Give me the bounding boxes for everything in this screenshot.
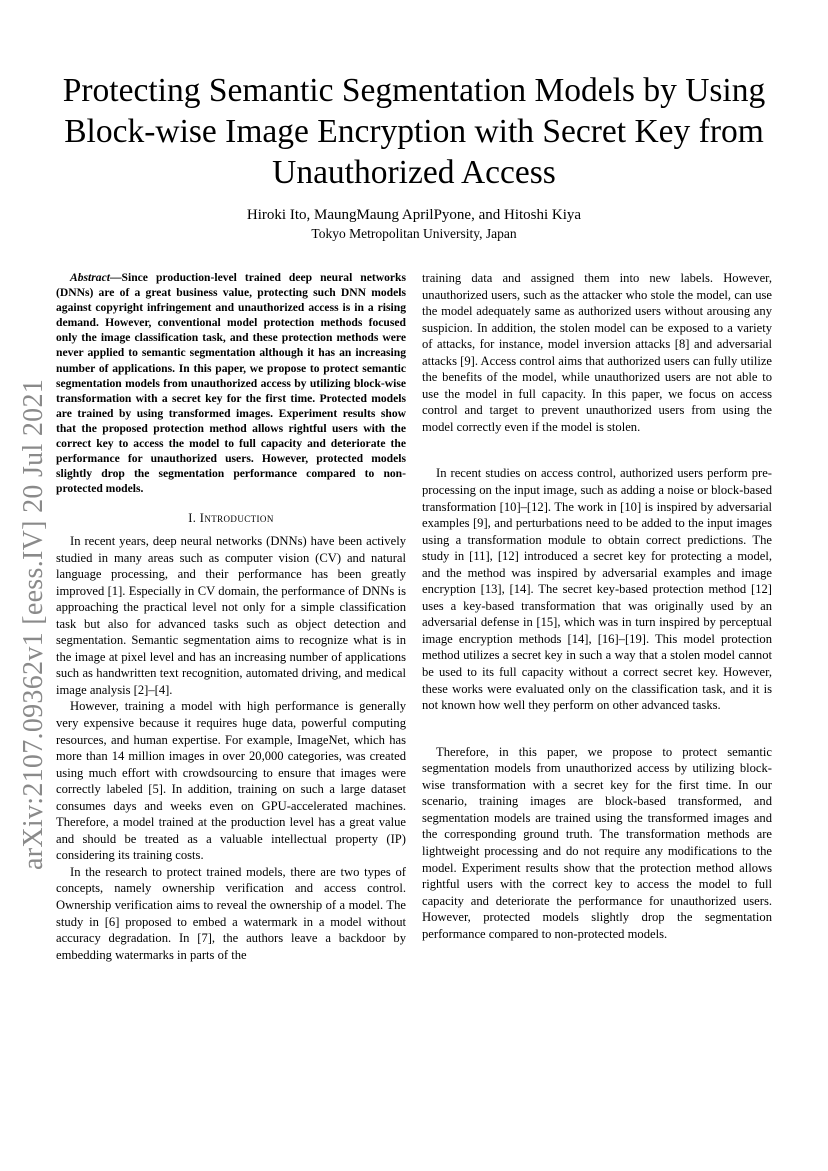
section-title: Introduction [199,511,274,526]
abstract-text: —Since production-level trained deep neural networks (DNNs) are of a great business value, protecting such DNN models against copyright infringement and unauthorized access is in a rising demand. However, conventional model protection methods focused only the image classification task, and these protection methods were never applied to semantic segmentation although it has an increasing number of applications. In this paper, we propose to protect semantic segmentation models from unauthorized access by utilizing block-wise transformation with a secret key for the first time. Protected models are trained by using transformed images. Experiment results show that the proposed protection method allows rightful users with the correct key to access the model to full capacity and deteriorate the performance for unauthorized users. However, protected models slightly drop the segmentation performance compared to non-protected models. [56,271,406,496]
left-column [56,270,406,963]
intro-paragraph-2: However, training a model with high performance is generally very expensive because it requires huge data, powerful computing resources, and human expertise. For example, ImageNet, which has more than 14 million images in over 20,000 categories, was created using much effort with crowdsourcing to ensure that images were correctly labeled [5]. In addition, training on such a large dataset consumes days and weeks even on GPU-accelerated machines. Therefore, a model trained at the production level has a great value and should be treated as a valuable intellectual property (IP) considering its training costs. [56,699,406,863]
section-heading-introduction [56,510,406,527]
paragraph-gap [422,435,772,465]
right-column [422,270,772,942]
paper-authors: Hiroki Ito, MaungMaung AprilPyone, and Hitoshi Kiya [246,207,582,223]
intro-paragraph-5: Therefore, in this paper, we propose to protect semantic segmentation models from unauthorized access by utilizing block-wise transformation with a secret key for the first time. In our scenario, training images are block-based transformed, and segmentation models are trained using the transformed images and the corresponding ground truth. The transformation methods are lightweight processing and do not require any modifications to the model. Experiment results show that the protection method allows rightful users with the correct key to access the model to full capacity and deteriorate the performance for unauthorized users. However, protected models slightly drop the segmentation performance compared to non-protected models. [422,744,772,941]
intro-paragraph-4: In recent studies on access control, authorized users perform pre-processing on the input image, such as adding a noise or block-based transformation [10]–[12]. The work in [10] is inspired by adversarial examples [9], and perturbations need to be added to the input images using a transformation module to obtain correct predictions. The study in [11], [12] introduced a secret key for protecting a model, and the method was inspired by adversarial examples and image encryption [13], [14]. The secret key-based protection method [12] uses a key-based transformation that was originally used by an adversarial defense in [15], which was in turn inspired by perceptual image encryption methods [14], [16]–[19]. This model protection method utilizes a secret key in such a way that a stolen model cannot be used to its full capacity without a correct secret key. However, these works were evaluated only on the classification task, and it is not known how well they perform on other advanced tasks. [422,466,772,713]
intro-paragraph-1: In recent years, deep neural networks (DNNs) have been actively studied in many areas such as computer vision (CV) and natural language processing, and their performance has been greatly improved [1]. Especially in CV domain, the performance of DNNs is approaching the practical level not only for a simple classification task but also for advanced tasks such as object detection and segmentation. Semantic segmentation aims to recognize what is in the image at pixel level and has an increasing number of applications such as handwritten text recognition, automated driving, and medical image analysis [2]–[4]. [56,533,406,697]
paragraph-gap [422,714,772,744]
section-number: I. [188,511,197,526]
intro-paragraph-3-continued: training data and assigned them into new labels. However, unauthorized users, such as the attacker who stole the model, can use the model adequately same as authorized users without arousing any suspicion. In addition, the stolen model can be exposed to a variety of attacks, for instance, model inversion attacks [8] and adversarial attacks [9]. Access control aims that authorized users can fully utilize the benefits of the model, while unauthorized users are not able to use the model in full capacity. In this paper, we focus on access control and target to prevent unauthorized users from using the model correctly even if the model is stolen. [422,271,772,434]
abstract [56,270,406,496]
paper-title: Protecting Semantic Segmentation Models by Using Block-wise Image Encryption with Secret Key from Unauthorized Access [62,72,766,191]
intro-paragraph-3: In the research to protect trained models, there are two types of concepts, namely ownership verification and access control. Ownership verification aims to reveal the ownership of a model. The study in [6] proposed to embed a watermark in a model without accuracy degradation. In [7], the authors leave a backdoor by embedding watermarks in parts of the [56,864,406,962]
arxiv-identifier: arXiv:2107.09362v1 [eess.IV] 20 Jul 2021 [18,378,49,870]
abstract-label: Abstract [70,271,110,284]
paper-affiliation: Tokyo Metropolitan University, Japan [311,226,517,241]
